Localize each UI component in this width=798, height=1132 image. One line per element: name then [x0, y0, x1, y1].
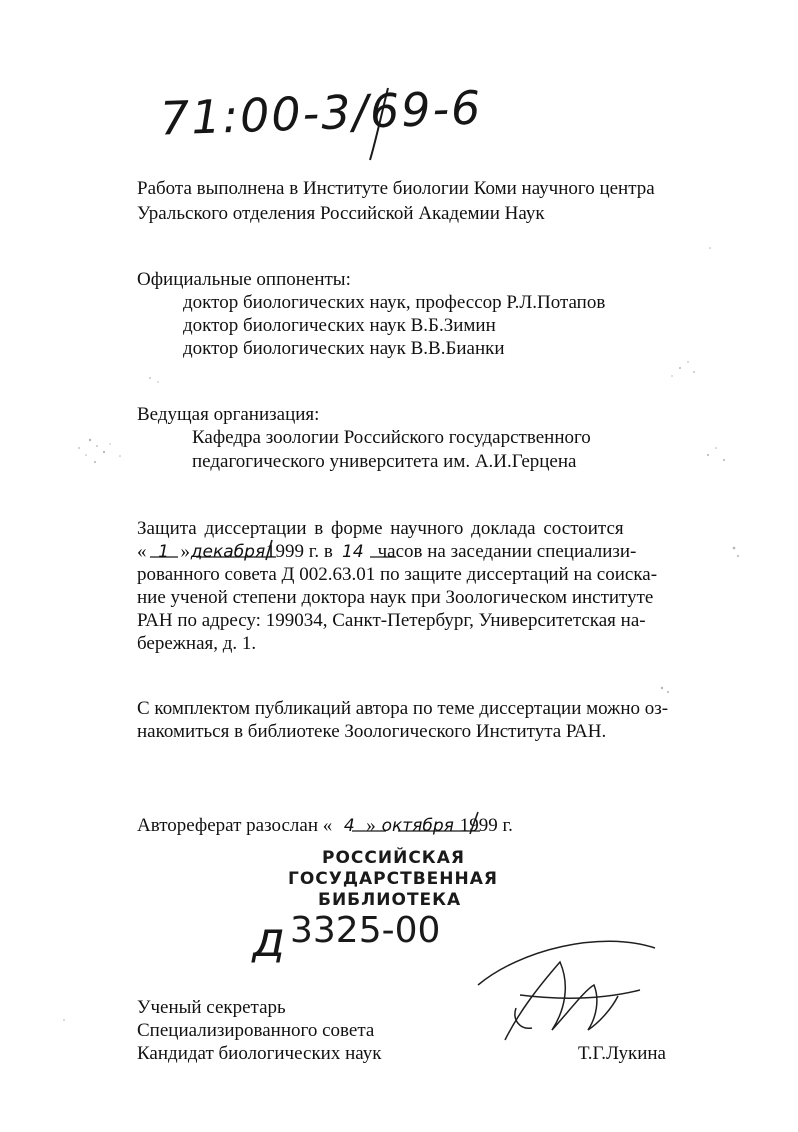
leading-org-heading: Ведущая организация: [137, 404, 320, 425]
defense-day-handwritten: 1 [158, 542, 169, 562]
mailing-suffix: 1999 г. [459, 815, 513, 836]
stamp-handwritten-letter: д [252, 912, 286, 968]
stamp-line-2: ГОСУДАРСТВЕННАЯ [288, 869, 498, 889]
opponent-2: доктор биологических наук В.Б.Зимин [183, 315, 496, 336]
secretary-name: Т.Г.Лукина [578, 1043, 666, 1064]
stamp-line-3: БИБЛИОТЕКА [318, 890, 462, 910]
mailing-month-handwritten: октября [381, 816, 454, 836]
defense-year: 1999 г. в [266, 541, 333, 562]
publications-line-2: накомиться в библиотеке Зоологического Института РАН. [137, 721, 607, 742]
mailing-day-handwritten: 4 [343, 816, 355, 836]
mailing-mid-quote: » [366, 815, 376, 836]
leading-org-line-2: педагогического университета им. А.И.Герцена [192, 451, 577, 472]
opponents-heading: Официальные оппоненты: [137, 269, 351, 290]
defense-line-5: РАН по адресу: 199034, Санкт-Петербург, Университетская на- [137, 610, 646, 631]
defense-line-1: Защита диссертации в форме научного доклада состоится [137, 518, 624, 539]
defense-line-3: рованного совета Д 002.63.01 по защите диссертаций на соиска- [137, 564, 658, 585]
signature-mark [478, 941, 655, 1040]
defense-line-2-rest: часов на заседании специализи- [377, 541, 637, 562]
publications-line-1: С комплектом публикаций автора по теме диссертации можно оз- [137, 698, 669, 719]
opponent-3: доктор биологических наук В.В.Бианки [183, 338, 505, 359]
archive-number: 71:00-3/69-6 [159, 80, 484, 146]
secretary-line-2: Специализированного совета [137, 1020, 375, 1041]
mailing-prefix: Автореферат разослан « [137, 815, 333, 836]
mailing-date-line [137, 815, 513, 837]
leading-org-line-1: Кафедра зоологии Российского государственного [192, 427, 591, 448]
opponent-1: доктор биологических наук, профессор Р.Л.Потапов [183, 292, 606, 313]
stamp-line-1: РОССИЙСКАЯ [322, 848, 465, 868]
defense-open-quote: « [137, 541, 147, 562]
stamp-number: 3325-00 [290, 910, 441, 951]
header-line-1: Работа выполнена в Институте биологии Коми научного центра [137, 178, 655, 199]
defense-mid-quote: » [180, 541, 190, 562]
header-line-2: Уральского отделения Российской Академии Наук [137, 203, 545, 224]
defense-month-handwritten: декабря [190, 542, 266, 562]
defense-hour-handwritten: 14 [342, 542, 364, 562]
secretary-line-3: Кандидат биологических наук [137, 1043, 382, 1064]
defense-line-6: бережная, д. 1. [137, 633, 257, 654]
defense-line-4: ние ученой степени доктора наук при Зоологическом институте [137, 587, 654, 608]
secretary-line-1: Ученый секретарь [137, 997, 286, 1018]
defense-line-2 [137, 541, 636, 563]
